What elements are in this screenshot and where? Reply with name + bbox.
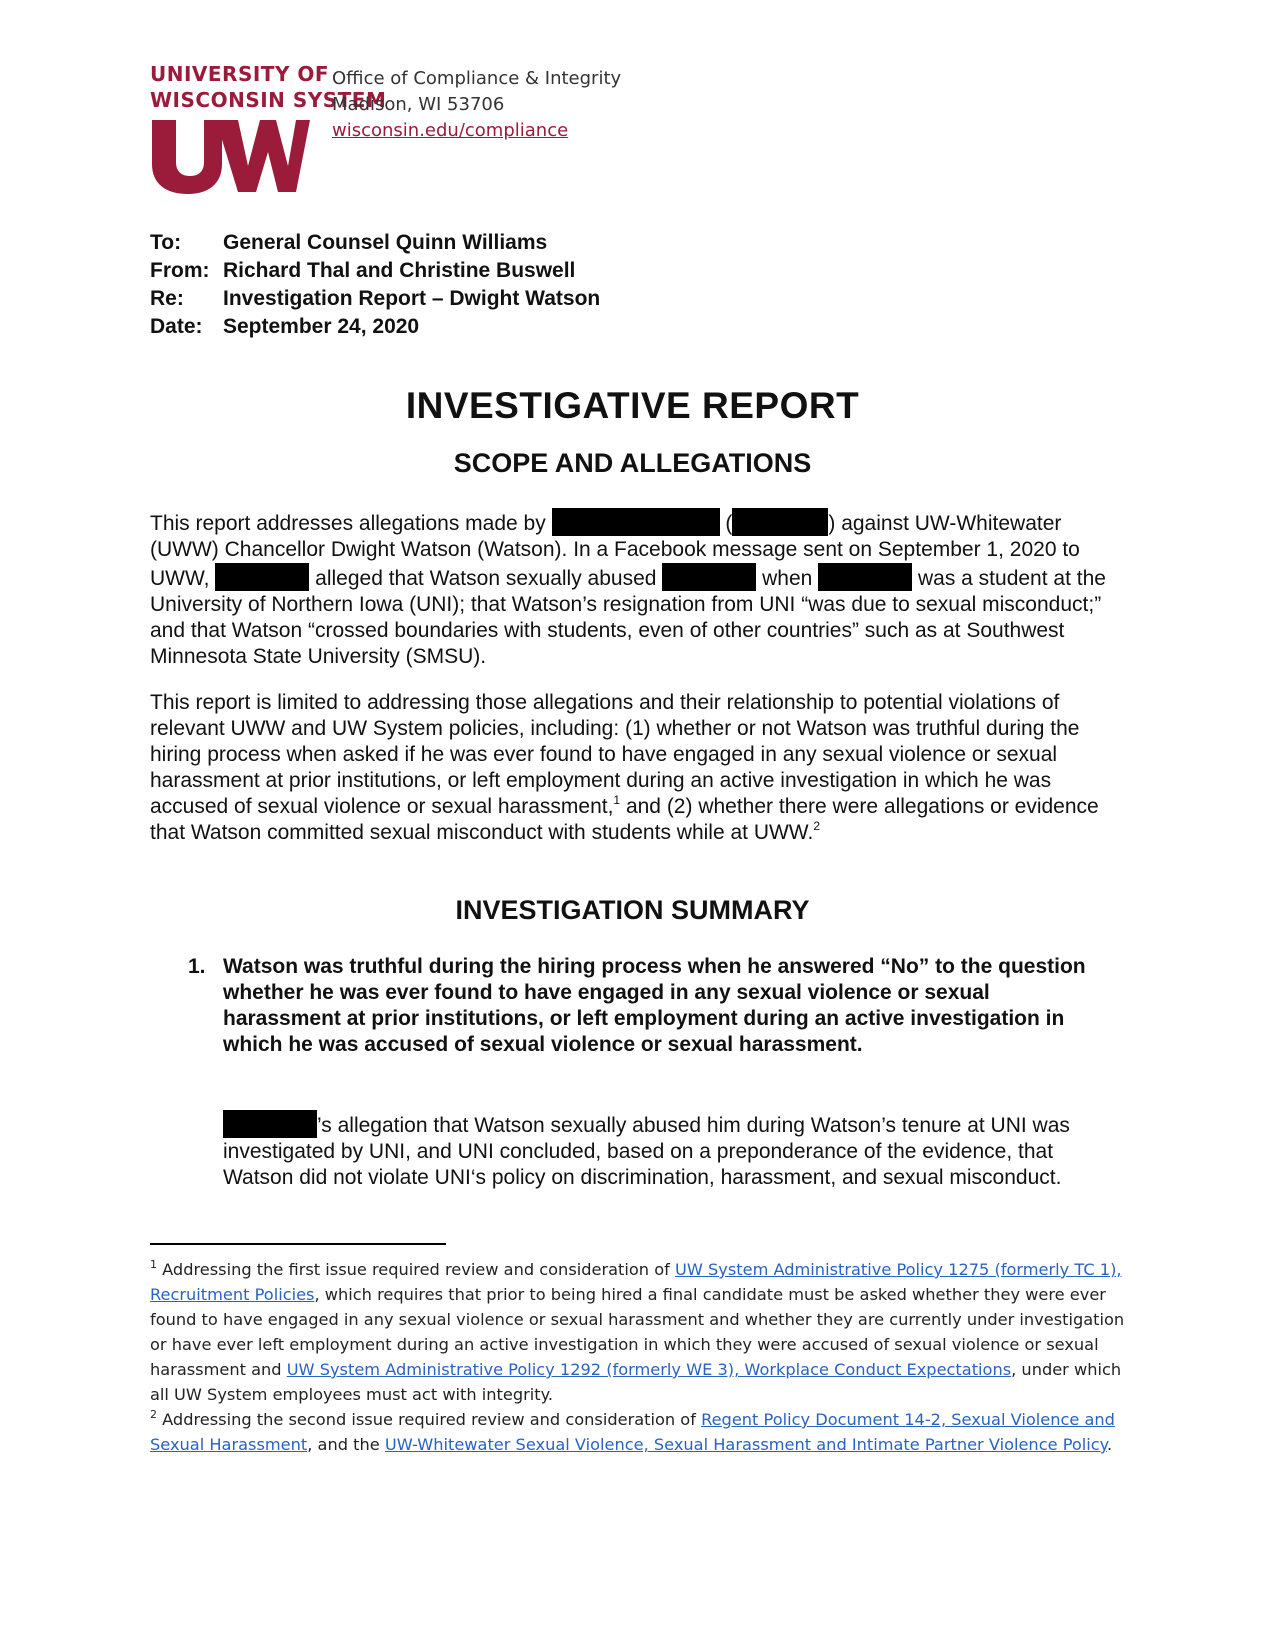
footnote-marker: 2: [150, 1408, 157, 1421]
memo-to-value: General Counsel Quinn Williams: [223, 231, 548, 254]
scope-paragraph: [150, 508, 1112, 670]
scope-heading: SCOPE AND ALLEGATIONS: [453, 448, 812, 478]
memo-date-label: Date:: [150, 315, 203, 338]
uww-policy-link[interactable]: UW-Whitewater Sexual Violence, Sexual Harassment and Intimate Partner Violence Policy: [384, 1435, 1107, 1454]
text-run: (: [719, 512, 733, 535]
uw-system-logo: [150, 62, 387, 200]
footnote-2: [150, 1407, 1125, 1457]
policy-1292-link[interactable]: UW System Administrative Policy 1292 (formerly WE 3), Workplace Conduct Expectations: [286, 1360, 1012, 1379]
finding-number: 1.: [188, 955, 206, 978]
policy-1275-link[interactable]: UW System Administrative Policy 1275 (formerly TC 1), Recruitment Policies: [150, 1260, 1122, 1304]
memo-from-row: [150, 257, 600, 285]
finding-text: Watson was truthful during the hiring process when he answered “No” to the question whether he was ever found to have engaged in any sexual violence or sexual harassment at prior institutions, or left employment during an active investigation in which he was accused of sexual violence or sexual harassment.: [223, 955, 1086, 1056]
text-run: This report is limited to addressing those allegations and their relationship to potential violations of relevant UWW and UW System policies, including: (1) whether or not Watson was truthful during the hiring process when asked if he was ever found to have engaged in any sexual violence or sexual harassment at prior institutions, or left employment during an active investigation in which he was accused of sexual violence or sexual harassment,: [150, 691, 1080, 818]
redaction-block: [732, 508, 828, 536]
logo-text-line-1: UNIVERSITY OF: [150, 62, 330, 86]
office-city: Madison, WI 53706: [332, 94, 505, 115]
text-run: Addressing the first issue required review and consideration of: [157, 1260, 675, 1279]
redaction-block: [215, 563, 309, 591]
memo-re-row: [150, 285, 600, 313]
memo-date-value: September 24, 2020: [223, 315, 420, 338]
redaction-block: [552, 508, 720, 536]
memo-header: [150, 229, 600, 341]
memo-re-value: Investigation Report – Dwight Watson: [223, 287, 601, 310]
text-run: alleged that Watson sexually abused: [309, 567, 663, 590]
text-run: , under which all UW System employees must act with integrity.: [150, 1360, 1122, 1404]
redaction-block: [818, 563, 912, 591]
memo-to-row: [150, 229, 600, 257]
footnote-ref-2[interactable]: 2: [813, 819, 820, 833]
summary-heading: INVESTIGATION SUMMARY: [455, 895, 810, 925]
footnotes: [150, 1257, 1125, 1457]
footnote-marker: 1: [150, 1258, 157, 1271]
regent-policy-link[interactable]: Regent Policy Document 14-2, Sexual Violence and Sexual Harassment: [150, 1410, 1115, 1454]
logo-text-line-2: WISCONSIN SYSTEM: [150, 88, 387, 112]
memo-re-label: Re:: [150, 287, 184, 310]
memo-from-label: From:: [150, 259, 210, 282]
text-run: ) against UW-Whitewater (UWW) Chancellor Dwight Watson (Watson). In a Facebook message sent on September 1, 2020 to UWW,: [150, 512, 1080, 590]
text-run: and (2) whether there were allegations or evidence that Watson committed sexual misconduct with students while at UWW.: [150, 795, 1099, 844]
text-run: Addressing the second issue required review and consideration of: [157, 1410, 702, 1429]
redaction-block: [223, 1110, 317, 1138]
footnote-ref-1[interactable]: 1: [613, 793, 621, 807]
text-run: , and the: [307, 1435, 385, 1454]
text-run: , which requires that prior to being hired a final candidate must be asked whether they were ever found to have engaged in any sexual violence or sexual harassment and whether they are currently under investigation or have ever left employment during an active investigation in which they were accused of sexual violence or sexual harassment and: [150, 1285, 1125, 1379]
memo-date-row: [150, 313, 600, 341]
office-url-link[interactable]: wisconsin.edu/compliance: [332, 120, 569, 141]
text-run: .: [1106, 1435, 1113, 1454]
redaction-block: [662, 563, 756, 591]
text-run: when: [756, 567, 819, 590]
office-info: [332, 66, 621, 144]
text-run: ’s allegation that Watson sexually abused him during Watson’s tenure at UNI was investigated by UNI, and UNI concluded, based on a preponderance of the evidence, that Watson did not violate UNI‘s policy on discrimination, harassment, and sexual misconduct.: [223, 1114, 1070, 1189]
report-title: INVESTIGATIVE REPORT: [405, 385, 860, 426]
text-run: This report addresses allegations made by: [150, 512, 552, 535]
uw-mark-icon: [150, 116, 310, 196]
office-name: Office of Compliance & Integrity: [332, 68, 622, 89]
limitation-paragraph: [150, 690, 1112, 846]
footnote-1: [150, 1257, 1125, 1407]
memo-to-label: To:: [150, 231, 182, 254]
text-run: was a student at the University of Northern Iowa (UNI); that Watson’s resignation from UNI “was due to sexual misconduct;” and that Watson “crossed boundaries with students, even of other countries” such as at Southwest Minnesota State University (SMSU).: [150, 567, 1106, 668]
finding-1-detail: [223, 1110, 1103, 1191]
footnote-separator: [150, 1243, 446, 1245]
finding-1: [188, 954, 1098, 1058]
memo-from-value: Richard Thal and Christine Buswell: [223, 259, 576, 282]
